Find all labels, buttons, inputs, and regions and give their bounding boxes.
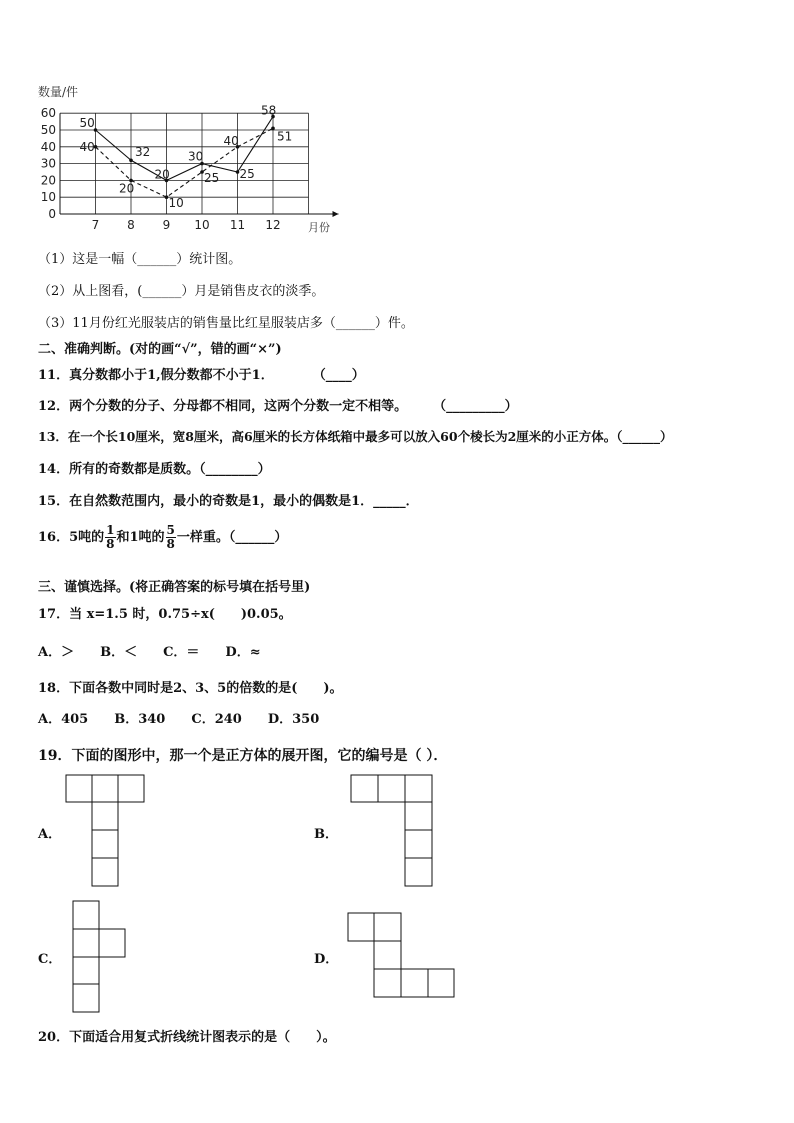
y-axis-label: 数量/件 <box>38 85 79 99</box>
question-chart-2: （2）从上图看，(______）月是销售皮衣的淡季。 <box>38 284 325 299</box>
y-tick-label: 60 <box>40 106 56 121</box>
x-tick-label: 12 <box>265 218 281 232</box>
question-18-options: A．405 B．340 C．240 D．350 <box>38 712 320 727</box>
question-20: 20．下面适合用复式折线统计图表示的是（ ）。 <box>38 1030 336 1045</box>
question-chart-3: （3）11月份红光服装店的销售量比红星服装店多（______）件。 <box>38 316 414 331</box>
option-c-label: C． <box>38 952 62 967</box>
question-16 <box>38 524 287 551</box>
fraction-denominator: 8 <box>166 537 175 551</box>
data-point <box>129 158 133 162</box>
question-18: 18．下面各数中同时是2、3、5的倍数的是( )。 <box>38 681 343 696</box>
y-tick-label: 10 <box>40 190 56 205</box>
data-label: 25 <box>204 171 220 185</box>
option-d-label: D． <box>314 952 339 967</box>
section-3-title: 三、谨慎选择。(将正确答案的标号填在括号里) <box>38 580 311 595</box>
question-chart-1: （1）这是一幅（______）统计图。 <box>38 252 242 267</box>
data-label: 20 <box>154 167 170 182</box>
y-tick-label: 0 <box>48 207 56 221</box>
question-13: 13．在一个长10厘米，宽8厘米，高6厘米的长方体纸箱中最多可以放入60个棱长为2厘米的小正方体。（______） <box>38 429 673 444</box>
data-label: 32 <box>135 145 151 160</box>
fraction-numerator: 5 <box>166 523 175 537</box>
question-17: 17．当 x=1.5 时，0.75÷x( )0.05。 <box>38 607 292 622</box>
line-chart <box>30 78 350 238</box>
x-tick-label: 7 <box>91 218 100 232</box>
data-label: 58 <box>261 103 277 118</box>
x-axis-label: 月份 <box>308 221 330 234</box>
q16-prefix: 16．5吨的 <box>38 530 105 545</box>
q16-middle: 和1吨的 <box>116 530 165 545</box>
x-tick-labels <box>92 218 281 232</box>
section-2-title: 二、准确判断。(对的画“√”，错的画“×”) <box>38 342 282 357</box>
data-label: 20 <box>119 181 135 196</box>
y-tick-label: 40 <box>40 139 56 154</box>
chart-series <box>80 104 293 211</box>
y-tick-label: 20 <box>40 173 56 188</box>
cube-net-d <box>347 912 457 999</box>
y-tick-label: 30 <box>40 156 56 171</box>
fraction-5-8 <box>166 524 176 551</box>
x-tick-label: 10 <box>194 218 210 232</box>
question-15: 15．在自然数范围内，最小的奇数是1，最小的偶数是1．_____． <box>38 494 419 509</box>
data-label: 30 <box>188 149 204 164</box>
x-tick-label: 9 <box>162 218 171 232</box>
question-17-options: A．＞ B．＜ C．＝ D．≈ <box>38 645 261 660</box>
q16-suffix: 一样重。（______） <box>176 530 288 545</box>
question-19: 19．下面的图形中，那一个是正方体的展开图，它的编号是（ ）． <box>38 748 448 764</box>
data-point <box>271 127 275 131</box>
data-label: 51 <box>277 129 293 144</box>
y-tick-labels <box>41 106 56 221</box>
fraction-denominator: 8 <box>106 537 115 551</box>
cube-net-b <box>350 774 434 888</box>
question-11: 11．真分数都小于1,假分数都不小于1． （____） <box>38 368 365 383</box>
question-14: 14．所有的奇数都是质数。（________） <box>38 462 271 477</box>
question-12: 12．两个分数的分子、分母都不相同，这两个分数一定不相等。 （_________） <box>38 399 518 414</box>
data-label: 25 <box>239 167 255 181</box>
data-label: 40 <box>223 133 239 148</box>
data-label: 40 <box>79 139 95 154</box>
cube-net-c <box>72 900 128 1014</box>
fraction-numerator: 1 <box>106 523 115 537</box>
x-tick-label: 11 <box>229 218 246 232</box>
x-tick-label: 8 <box>127 218 135 232</box>
option-b-label: B． <box>314 827 338 842</box>
x-axis-arrow <box>333 211 339 217</box>
option-a-label: A． <box>38 827 62 842</box>
cube-net-a <box>65 774 147 888</box>
data-label: 10 <box>168 196 184 211</box>
data-label: 50 <box>79 116 95 130</box>
fraction-1-8 <box>105 524 115 551</box>
y-tick-label: 50 <box>40 123 56 137</box>
